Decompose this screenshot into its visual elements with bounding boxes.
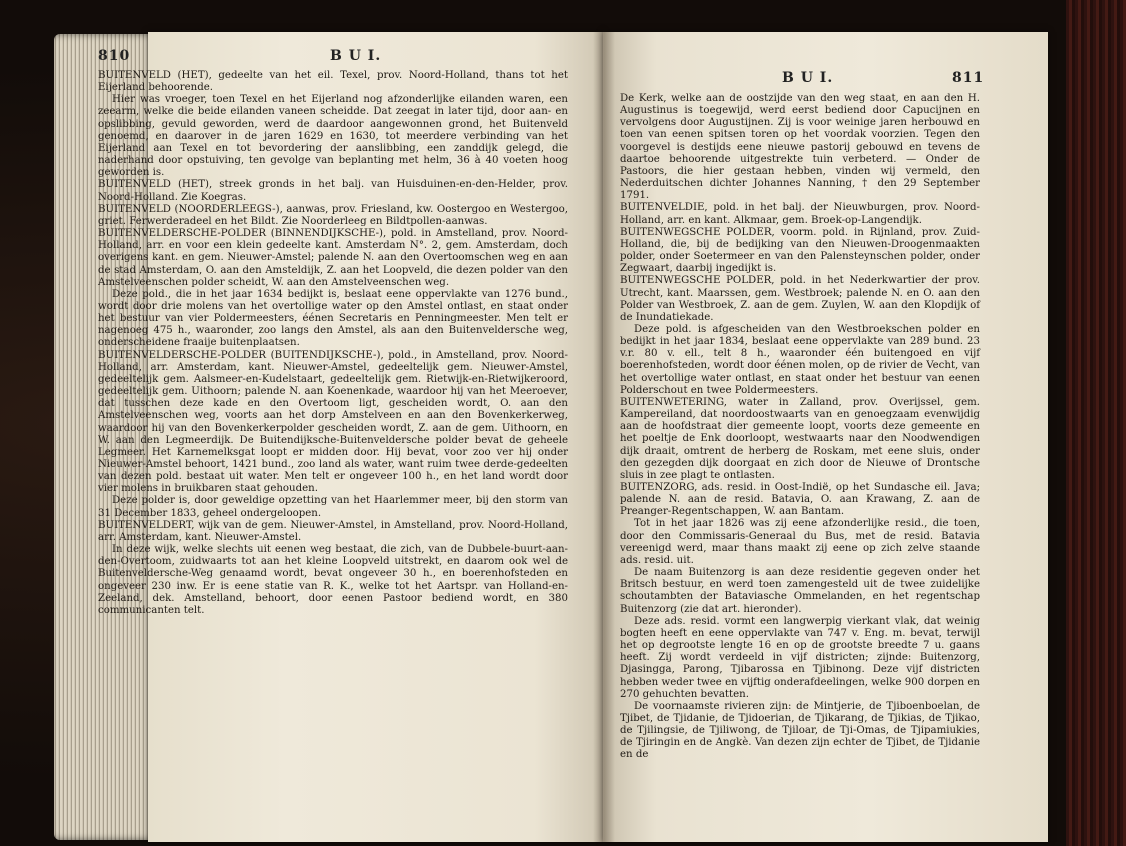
paragraph: BUITENWEGSCHE POLDER, pold. in het Nederkwartier der prov. Utrecht, kant. Maarssen, gem. Westbroek; palende N. en O. aan den Polder van Westbroek, Z. aan de gem. Zuylen, W. aan den Klopdijk of de Inundatiekade.: [620, 275, 980, 323]
paragraph: BUITENVELD (HET), streek gronds in het balj. van Huisduinen-en-den-Helder, prov. Noord-Holland. Zie Koegras.: [98, 179, 568, 203]
paragraph: BUITENVELDERSCHE-POLDER (BINNENDIJKSCHE-), pold. in Amstelland, prov. Noord-Holland, arr. en voor een klein gedeelte kant. Amsterdam N°. 2, gem. Amsterdam, doch overigens kant. en gem. Nieuwer-Amstel; palende N. aan den Overtoomschen weg en aan de stad Amsterdam, O. aan den Amsteldijk, Z. aan het Loopveld, die dezen polder van den Amstelveenschen polder scheidt, W. aan den Amstelveenschen weg.: [98, 228, 568, 288]
paragraph: Deze ads. resid. vormt een langwerpig vierkant vlak, dat weinig bogten heeft en eene oppervlakte van 747 v. Eng. m. bevat, terwijl het op degrootste lengte 16 en op de grootste breedte 7 u. gaans heeft. Zij wordt verdeeld in vijf districten; zijnde: Buitenzorg, Djasingga, Parong, Tjibarossa en Tjibinong. Deze vijf districten hebben weder twee en vijftig onderafdeelingen, welke 900 dorpen en 270 gehuchten bevatten.: [620, 615, 980, 700]
paragraph: Deze pold., die in het jaar 1634 bedijkt is, beslaat eene oppervlakte van 1276 bund., wordt door drie molens van het overtollige water op den Amstel ontlast, en staat onder het bestuur van vier Poldermeesters, éénen Secretaris en Penningmeester. Men telt er nagenoeg 475 h., waaronder, zoo langs den Amstel, als aan den Buitenveldersche weg, onderscheidene fraaije buitenplaatsen.: [98, 288, 568, 349]
paragraph: BUITENVELDERSCHE-POLDER (BUITENDIJKSCHE-), pold., in Amstelland, prov. Noord-Holland, arr. Amsterdam, kant. Nieuwer-Amstel, gedeeltelijk gem. Nieuwer-Amstel, gedeeltelijk gem. Aalsmeer-en-Kudelstaart, gedeeltelijk gem. Rietwijk-en-Rietwijkeroord, gedeeltelijk gem. Uithoorn; palende N. aan Koenenkade, waardoor hij van het Meeroever, dat tusschen deze kade en den Overtoom ligt, gescheiden wordt, O. aan den Amstelveenschen weg, voorts aan het dorp Amstelveen en aan den Bovenkerkerweg, waardoor hij van den Bovenkerkerpolder gescheiden wordt, Z. aan de gem. Uithoorn, en W. aan den Legmeerdijk. De Buitendijksche-Buitenveldersche polder bevat de geheele Legmeer. Het Karnemelksgat loopt er midden door. Hij bevat, voor zoo ver hij onder Nieuwer-Amstel behoort, 1421 bund., zoo land als water, want ruim twee derde-gedeelten van dezen pold. bestaat uit water. Men telt er ongeveer 100 h., en het land wordt door vier molens in bruikbaren staat gehouden.: [98, 349, 568, 495]
right-page-number: 811: [952, 70, 985, 86]
paragraph: Tot in het jaar 1826 was zij eene afzonderlijke resid., die toen, door den Commissaris-Generaal du Bus, met de resid. Batavia vereenigd werd, maar thans maakt zij eene op zich zelve staande ads. resid. uit.: [620, 518, 980, 566]
paragraph: Deze pold. is afgescheiden van den Westbroekschen polder en bedijkt in het jaar 1834, beslaat eene oppervlakte van 289 bund. 23 v.r. 80 v. ell., telt 8 h., waaronder één buitengoed en vijf boerenhofsteden, wordt door éénen molen, op de rivier de Vecht, van het overtollige water ontlast, en staat onder het bestuur van eenen Polderschout en twee Poldermeesters.: [620, 323, 980, 396]
paragraph: Deze polder is, door geweldige opzetting van het Haarlemmer meer, bij den storm van 31 December 1833, geheel ondergeloopen.: [98, 495, 568, 519]
right-page-text: [620, 93, 980, 762]
paragraph: BUITENVELDIE, pold. in het balj. der Nieuwburgen, prov. Noord-Holland, arr. en kant. Alkmaar, gem. Broek-op-Langendijk.: [620, 202, 980, 226]
paragraph: BUITENWEGSCHE POLDER, voorm. pold. in Rijnland, prov. Zuid-Holland, die, bij de bedijking van den Nieuwen-Droogenmaakten polder, onder Soetermeer en van den Palensteynschen polder, onder Zegwaart, daarbij ingedijkt is.: [620, 226, 980, 275]
left-page-number: 810: [98, 48, 131, 64]
paragraph: BUITENVELDERT, wijk van de gem. Nieuwer-Amstel, in Amstelland, prov. Noord-Holland, arr. Amsterdam, kant. Nieuwer-Amstel.: [98, 519, 568, 543]
paragraph: De naam Buitenzorg is aan deze residentie gegeven onder het Britsch bestuur, en werd toen zamengesteld uit de twee zuidelijke schoutambten der Bataviasche Ommelanden, en het regentschap Buitenzorg (zie dat art. hieronder).: [620, 567, 980, 615]
paragraph: BUITENVELD (HET), gedeelte van het eil. Texel, prov. Noord-Holland, thans tot het Eijerland behoorende.: [98, 70, 568, 94]
paragraph: Hier was vroeger, toen Texel en het Eijerland nog afzonderlijke eilanden waren, een zeearm, welke die beide eilanden vaneen scheidde. Dat zeegat in later tijd, door aan- en opslibbing, gevuld geworden, werd de daardoor aangewonnen grond, het Buitenveld genoemd, en daarover in de jaren 1629 en 1630, tot meerdere verbinding van het Eijerland aan Texel en tot bevordering der aanslibbing, een zanddijk gelegd, die naderhand door opstuiving, ten gevolge van beplanting met helm, 36 à 40 voeten hoog geworden is.: [98, 94, 568, 179]
left-running-head: B U I.: [330, 48, 382, 64]
paragraph: De voornaamste rivieren zijn: de Mintjerie, de Tjiboenboelan, de Tjibet, de Tjidanie, de Tjidoerian, de Tjikarang, de Tjikias, de Tjikao, de Tjilingsie, de Tjiliwong, de Tjiloar, de Tji-Omas, de Tjipamiukies, de Tjiringin en de Angkè. Van dezen zijn echter de Tjibet, de Tjidanie en de: [620, 700, 980, 761]
paragraph: BUITENZORG, ads. resid. in Oost-Indië, op het Sundasche eil. Java; palende N. aan de resid. Batavia, O. aan Krawang, Z. aan de Preanger-Regentschappen, W. aan Bantam.: [620, 482, 980, 518]
paragraph: De Kerk, welke aan de oostzijde van den weg staat, en aan den H. Augustinus is toegewijd, werd eerst bediend door Capucijnen en vervolgens door Augustijnen. Zij is voor weinige jaren herbouwd en toen van eenen spitsen toren op het voordak voorzien. Tegen den voorgevel is destijds eene nieuwe pastorij gebouwd en tevens de daartoe behoorende uitgestrekte tuin verbeterd. — Onder de Pastoors, die hier gestaan hebben, vinden wij vermeld, den Nederduitschen dichter Johannes Nanning, † den 29 September 1791.: [620, 93, 980, 202]
paragraph: BUITENVELD (NOORDERLEEGS-), aanwas, prov. Friesland, kw. Oostergoo en Westergoo, griet. Ferwerderadeel en het Bildt. Zie Noorderleeg en Bildtpollen-aanwas.: [98, 203, 568, 227]
paragraph: BUITENWETERING, water in Zalland, prov. Overijssel, gem. Kampereiland, dat noordoostwaarts van en genoegzaam evenwijdig aan de hoofdstraat dier gemeente loopt, voorts deze gemeente en het poeltje de Enk doorloopt, westwaarts naar den Noodwendigen dijk draait, omtrent de herberg de Roskam, met eene sluis, onder den gezegden dijk doorgaat en zich door de Nieuwe of Drontsche sluis in zee plagt te ontlasten.: [620, 396, 980, 481]
book-gutter: [593, 32, 615, 842]
right-running-head: B U I.: [782, 70, 834, 86]
left-page-text: [98, 70, 568, 617]
paragraph: In deze wijk, welke slechts uit eenen weg bestaat, die zich, van de Dubbele-buurt-aan-den-Overtoom, zuidwaarts tot aan het kleine Loopveld uitstrekt, en daarom ook wel de Buitenveldersche-Weg genaamd wordt, bevat ongeveer 30 h., en boerenhofsteden en ongeveer 230 inw. Er is eene statie van R. K., welke tot het Aartspr. van Holland-en-Zeeland, dek. Amstelland, behoort, door eenen Pastoor bediend wordt, en 380 communicanten telt.: [98, 544, 568, 616]
